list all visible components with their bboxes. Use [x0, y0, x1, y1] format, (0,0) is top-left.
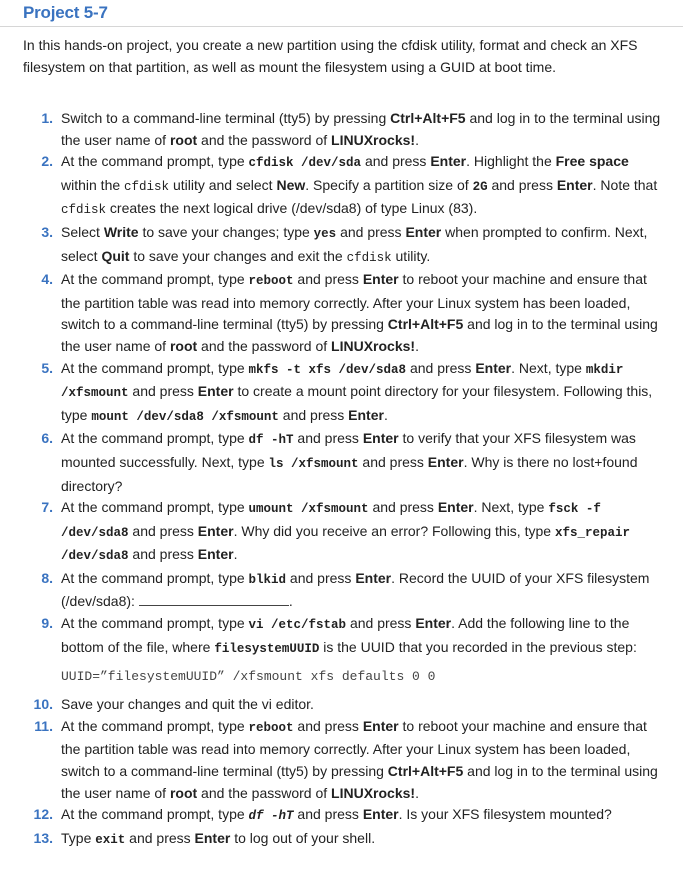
- command: exit: [95, 832, 126, 847]
- command: mkdir /xfsmount: [61, 362, 624, 401]
- fstab-code-line: UUID=”filesystemUUID” /xfsmount xfs defaults 0 0: [61, 669, 436, 685]
- key-combo: Ctrl+Alt+F5: [390, 110, 466, 126]
- command: mkfs -t xfs /dev/sda8: [248, 362, 407, 377]
- step-number: 2.: [41, 153, 53, 170]
- username: root: [169, 784, 198, 801]
- step-1: 1. Switch to a command-line terminal (tty5) by pressing Ctrl+Alt+F5 and log in to the terminal using the user name of root and the password of LINUXrocks!.: [0, 108, 661, 151]
- step-13: 13. Type exit and press Enter to log out of your shell.: [0, 828, 661, 852]
- step-3: 3. Select Write to save your changes; type yes and press Enter when prompted to confirm. Next, select Quit to save your changes and exit the cfdisk utility.: [0, 222, 661, 269]
- intro-paragraph: In this hands-on project, you create a new partition using the cfdisk utility, format and check an XFS filesystem on that partition, as well as mount the filesystem using a GUID at boot time.: [23, 37, 638, 75]
- password: LINUXrocks!: [331, 784, 416, 801]
- username: root: [169, 337, 198, 354]
- command: ls /xfsmount: [268, 456, 359, 471]
- key-combo: Ctrl+Alt+F5: [387, 316, 464, 333]
- command: reboot: [248, 274, 294, 289]
- step-number: 13.: [33, 829, 53, 846]
- step-number: 7.: [41, 499, 53, 516]
- step-7: 7. At the command prompt, type umount /xfsmount and press Enter. Next, type fsck -f /dev/sda8 and press Enter. Why did you receive an error? Following this, type xfs_repair /dev/sda8 and press Enter.: [0, 497, 661, 568]
- variable-name: filesystemUUID: [214, 641, 320, 656]
- step-6: 6. At the command prompt, type df -hT and press Enter to verify that your XFS filesystem was mounted successfully. Next, type ls /xfsmount and press Enter. Why is there no lost+found directory?: [0, 428, 661, 497]
- step-number: 5.: [41, 359, 53, 376]
- utility-name: cfdisk: [346, 250, 392, 265]
- step-number: 9.: [41, 615, 53, 632]
- command: reboot: [248, 720, 294, 735]
- command: umount /xfsmount: [248, 502, 369, 517]
- command: df -hT: [248, 809, 294, 824]
- step-number: 12.: [33, 806, 53, 823]
- password: LINUXrocks!: [331, 131, 416, 148]
- step-12: 12. At the command prompt, type df -hT and press Enter. Is your XFS filesystem mounted?: [0, 804, 661, 828]
- project-title: Project 5-7: [23, 3, 108, 22]
- command: fsck -f /dev/sda8: [61, 502, 601, 540]
- command: df -hT: [248, 433, 294, 448]
- utility-name: cfdisk: [61, 203, 107, 218]
- step-2: 2. At the command prompt, type cfdisk /dev/sda and press Enter. Highlight the Free space within the cfdisk utility and select New. Specify a partition size of 2G and press Enter. Note that cfdisk creates the next logical drive (/dev/sda8) of type Linux (83).: [0, 151, 661, 222]
- step-10: 10. Save your changes and quit the vi editor.: [0, 694, 661, 716]
- steps-list: [0, 108, 683, 851]
- step-number: 3.: [41, 223, 53, 240]
- step-number: 6.: [41, 430, 53, 447]
- command: vi /etc/fstab: [248, 618, 347, 633]
- step-number: 4.: [41, 271, 53, 288]
- step-number: 10.: [33, 696, 53, 713]
- step-5: 5. At the command prompt, type mkfs -t xfs /dev/sda8 and press Enter. Next, type mkdir /xfsmount and press Enter to create a mount point directory for your filesystem. Following this, type mount /dev/sda8 /xfsmount and press Enter.: [0, 358, 661, 429]
- utility-name: cfdisk: [124, 179, 170, 194]
- command: cfdisk /dev/sda: [248, 156, 362, 171]
- step-8: 8. At the command prompt, type blkid and press Enter. Record the UUID of your XFS filesystem (/dev/sda8): .: [0, 568, 661, 613]
- command: mount /dev/sda8 /xfsmount: [91, 409, 279, 424]
- key-combo: Ctrl+Alt+F5: [387, 763, 464, 780]
- command: xfs_repair /dev/sda8: [61, 525, 630, 564]
- step-number: 1.: [41, 110, 53, 126]
- step-4: 4. At the command prompt, type reboot and press Enter to reboot your machine and ensure that the partition table was read into memory correctly. After your Linux system has been loaded, switch to a command-line terminal (tty5) by pressing Ctrl+Alt+F5 and log in to the terminal using the user name of root and the password of LINUXrocks!.: [0, 269, 661, 357]
- title-bar: [0, 0, 683, 27]
- answer-blank: [139, 593, 289, 606]
- step-11: 11. At the command prompt, type reboot and press Enter to reboot your machine and ensure that the partition table was read into memory correctly. After your Linux system has been loaded, switch to a command-line terminal (tty5) by pressing Ctrl+Alt+F5 and log in to the terminal using the user name of root and the password of LINUXrocks!.: [0, 716, 661, 804]
- username: root: [169, 131, 198, 148]
- command: blkid: [248, 572, 287, 587]
- password: LINUXrocks!: [331, 337, 416, 354]
- step-number: 8.: [41, 569, 53, 586]
- step-number: 11.: [34, 717, 53, 734]
- step-9: 9. At the command prompt, type vi /etc/fstab and press Enter. Add the following line to the bottom of the file, where filesystemUUID is the UUID that you recorded in the previous step:: [0, 613, 661, 660]
